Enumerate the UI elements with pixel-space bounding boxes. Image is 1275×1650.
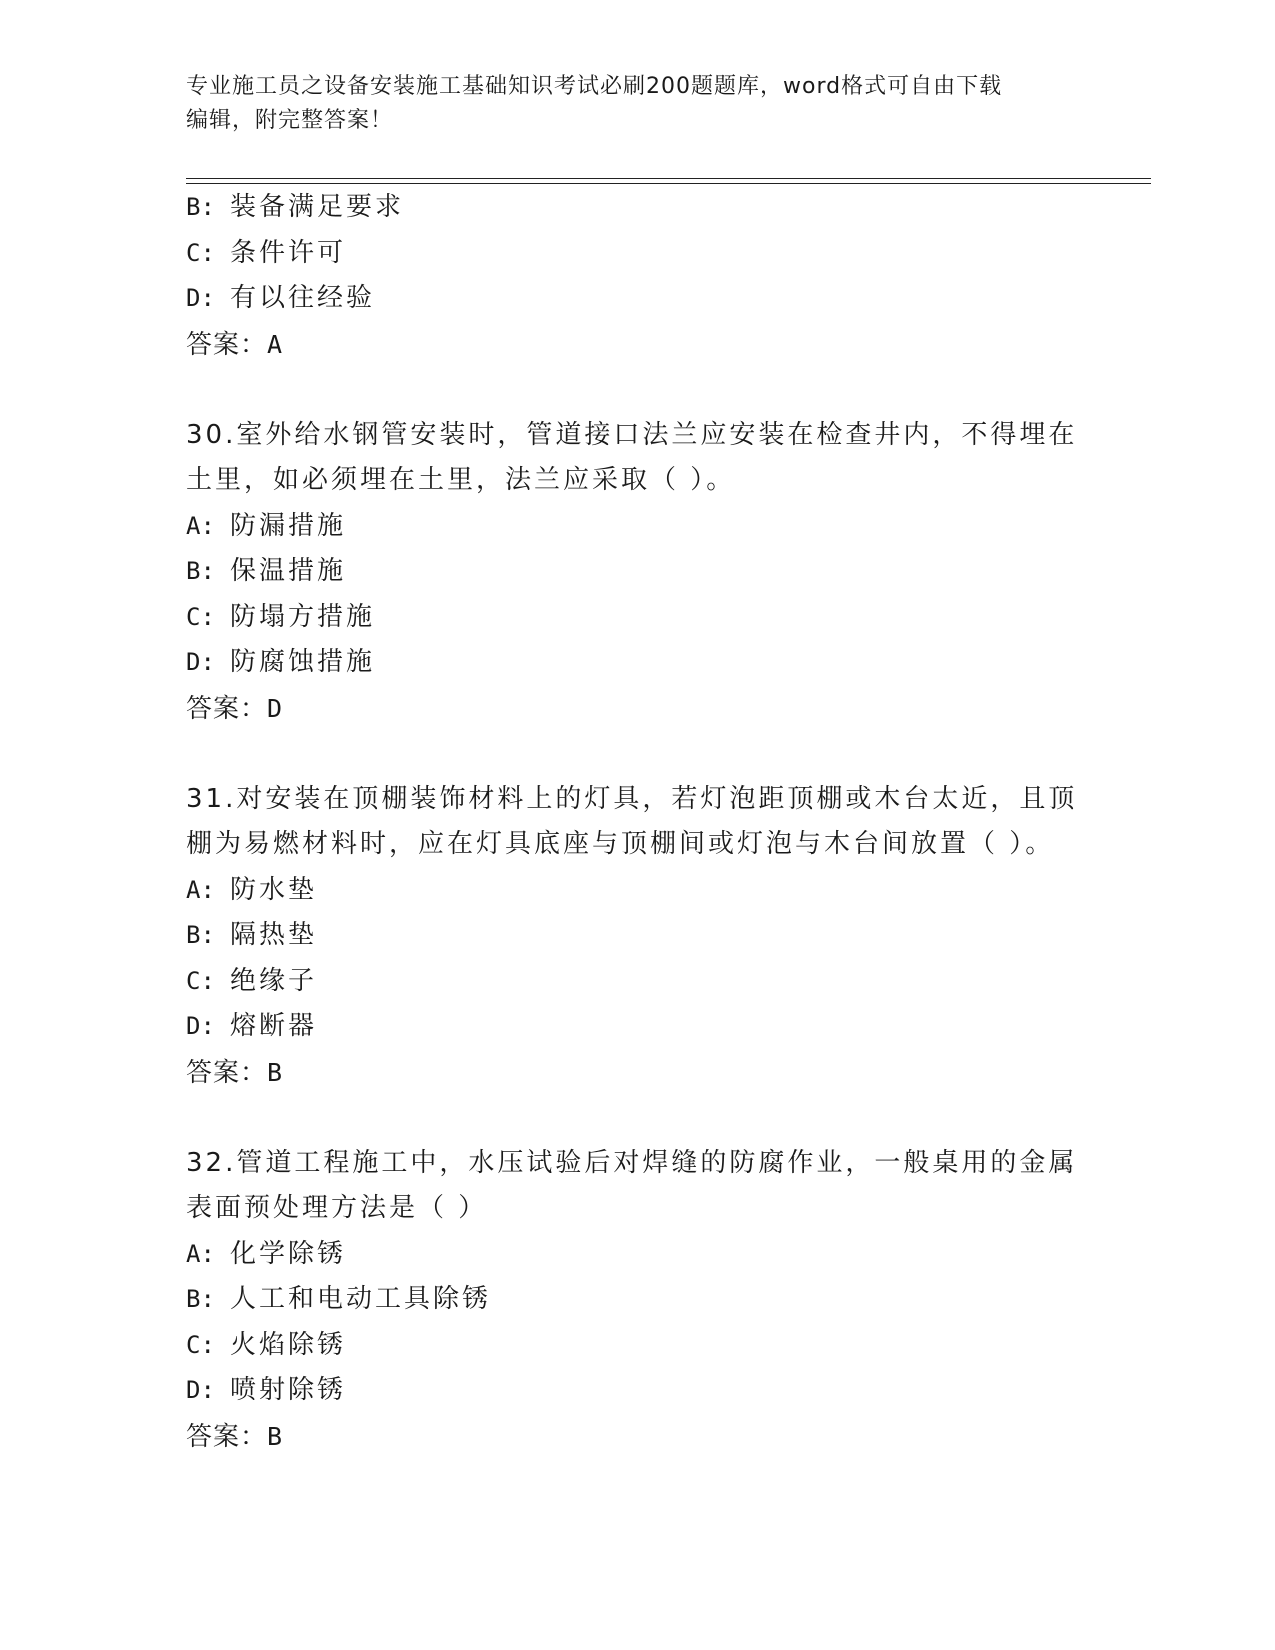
option-c <box>186 231 1086 277</box>
option-letter: D: <box>186 284 215 312</box>
option-text: 防塌方措施 <box>230 601 376 632</box>
question-text-line-1: 32.管道工程施工中，水压试验后对焊缝的防腐作业，一般桌用的金属 <box>186 1147 1078 1178</box>
option-letter: B: <box>186 557 215 585</box>
option-letter: C: <box>186 238 215 267</box>
option-text: 熔断器 <box>230 1011 318 1041</box>
option-d <box>186 1004 1086 1050</box>
option-letter: B: <box>186 193 215 221</box>
option-letter: C: <box>186 602 215 631</box>
option-b <box>186 185 1086 231</box>
question-text-line-1: 30.室外给水钢管安装时，管道接口法兰应安装在检查井内，不得埋在 <box>186 419 1078 450</box>
question-text-line-2: 棚为易燃材料时，应在灯具底座与顶棚间或灯泡与木台间放置（ ）。 <box>186 829 1055 859</box>
answer-label: 答案： <box>186 329 268 360</box>
option-c <box>186 1323 1086 1369</box>
option-b <box>186 549 1086 595</box>
spacer <box>186 1095 1086 1141</box>
answer-label: 答案： <box>186 693 268 724</box>
question-block-32 <box>186 1141 1086 1460</box>
option-letter: A: <box>186 1239 215 1268</box>
option-letter: A: <box>186 511 215 540</box>
question-text-line-1: 31.对安装在顶棚装饰材料上的灯具，若灯泡距顶棚或木台太近，且顶 <box>186 783 1078 814</box>
option-letter: C: <box>186 966 215 995</box>
header-divider-top <box>186 178 1151 179</box>
option-text: 隔热垫 <box>230 920 318 950</box>
answer-line <box>186 322 1086 368</box>
option-d <box>186 276 1086 322</box>
answer-line <box>186 1050 1086 1096</box>
option-text: 防水垫 <box>230 874 318 905</box>
option-a <box>186 1232 1086 1278</box>
option-b <box>186 913 1086 959</box>
answer-label: 答案： <box>186 1057 268 1088</box>
question-block-prev <box>186 185 1086 367</box>
option-text: 条件许可 <box>230 237 347 268</box>
header-divider-bottom <box>186 183 1151 184</box>
answer-line <box>186 686 1086 732</box>
question-block-30 <box>186 413 1086 732</box>
answer-value: B <box>267 1057 284 1087</box>
option-a <box>186 504 1086 550</box>
question-block-31 <box>186 777 1086 1096</box>
option-text: 人工和电动工具除锈 <box>230 1284 492 1314</box>
option-letter: B: <box>186 921 215 949</box>
option-letter: B: <box>186 1285 215 1313</box>
header-line-1: 专业施工员之设备安装施工基础知识考试必刷200题题库，word格式可自由下载 <box>186 74 1003 99</box>
option-letter: A: <box>186 875 215 904</box>
question-text-line-2: 土里，如必须埋在土里，法兰应采取（ ）。 <box>186 465 736 495</box>
answer-line <box>186 1414 1086 1460</box>
option-text: 绝缘子 <box>230 965 318 996</box>
option-c <box>186 595 1086 641</box>
option-c <box>186 959 1086 1005</box>
document-header <box>186 70 1076 138</box>
answer-value: A <box>267 329 284 359</box>
option-letter: D: <box>186 1012 215 1040</box>
option-text: 喷射除锈 <box>230 1375 347 1405</box>
option-b <box>186 1277 1086 1323</box>
header-line-2: 编辑，附完整答案！ <box>186 108 394 133</box>
question-text-line-2: 表面预处理方法是（ ） <box>186 1193 488 1223</box>
option-text: 保温措施 <box>230 556 347 586</box>
option-text: 化学除锈 <box>230 1238 347 1269</box>
option-letter: D: <box>186 648 215 676</box>
option-d <box>186 640 1086 686</box>
option-text: 防腐蚀措施 <box>230 647 376 677</box>
option-letter: D: <box>186 1376 215 1404</box>
option-a <box>186 868 1086 914</box>
option-d <box>186 1368 1086 1414</box>
spacer <box>186 367 1086 413</box>
spacer <box>186 731 1086 777</box>
option-letter: C: <box>186 1330 215 1359</box>
answer-value: D <box>267 693 284 723</box>
option-text: 防漏措施 <box>230 510 347 541</box>
document-body <box>186 185 1086 1459</box>
option-text: 火焰除锈 <box>230 1329 347 1360</box>
option-text: 装备满足要求 <box>230 192 405 222</box>
answer-value: B <box>267 1421 284 1451</box>
answer-label: 答案： <box>186 1421 268 1452</box>
option-text: 有以往经验 <box>230 283 376 313</box>
